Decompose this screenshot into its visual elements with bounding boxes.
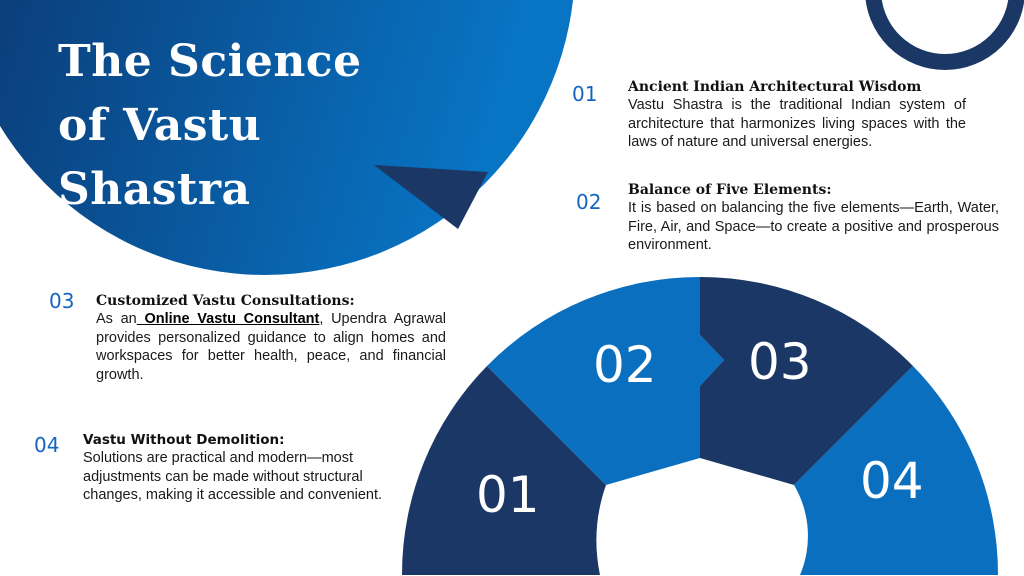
point-number-04: 04 <box>34 433 60 457</box>
point-02-heading: Balance of Five Elements: <box>628 182 832 198</box>
point-number-01: 01 <box>572 82 598 106</box>
point-02 <box>628 181 999 255</box>
point-04 <box>83 431 393 505</box>
online-vastu-consultant-link[interactable]: Online Vastu Consultant <box>136 311 320 327</box>
point-01 <box>628 78 966 152</box>
arc-label-04: 04 <box>860 452 924 510</box>
point-03-heading: Customized Vastu Consultations: <box>96 293 355 309</box>
point-number-02: 02 <box>576 190 602 214</box>
arc-label-02: 02 <box>593 336 657 394</box>
point-03-body <box>96 310 446 384</box>
point-02-body: It is based on balancing the five elements—Earth, Water, Fire, Air, and Space—to create a positive and prosperous environment. <box>628 200 999 253</box>
page-title: The Science of Vastu Shastra <box>58 36 362 215</box>
point-03 <box>96 292 446 384</box>
arc-label-01: 01 <box>476 466 540 524</box>
point-04-body: Solutions are practical and modern—most adjustments can be made without structural changes, making it accessible and convenient. <box>83 450 383 503</box>
point-04-heading: Vastu Without Demolition: <box>83 432 285 448</box>
decorative-ring <box>873 0 1017 62</box>
point-number-03: 03 <box>49 289 75 313</box>
point-03-body-suffix: , Upendra Agrawal provides personalized guidance to align homes and workspaces for better health, peace, and financial growth. <box>96 311 446 383</box>
arc-label-03: 03 <box>748 333 812 391</box>
point-01-heading: Ancient Indian Architectural Wisdom <box>628 79 922 95</box>
point-03-body-prefix: As an <box>96 311 137 327</box>
arc-inner-hole <box>600 475 800 576</box>
point-01-body: Vastu Shastra is the traditional Indian system of architecture that harmonizes living spaces with the laws of nature and universal energies. <box>628 97 966 150</box>
